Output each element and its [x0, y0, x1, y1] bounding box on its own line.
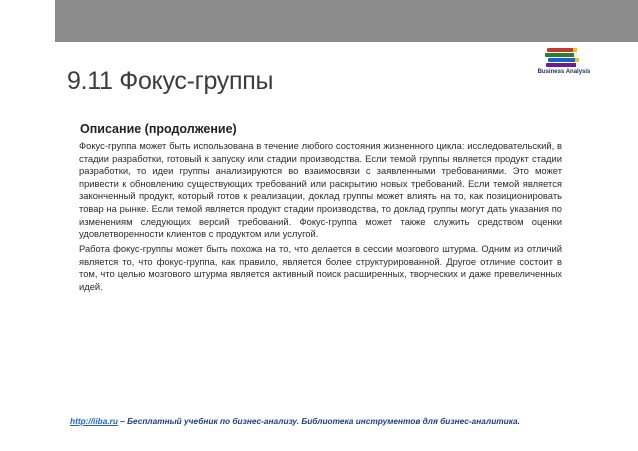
- logo-text: Business Analysis: [537, 69, 591, 75]
- paragraph-1: Фокус-группа может быть использована в течение любого состояния жизненного цикла: исследовательский, в стадии разработки, готовый к запуску или стадии производства. Если темой группы является продукт стадии разработки, то идеи группы анализируются во взаимосвязи с заявленными требованиями. Это может привести к обновлению существующих требований или раскрытию новых требований. Если темой является законченный продукт, который готов к реализации, доклад группы может влиять на то, как позиционировать товар на рынке. Если темой является продукт стадии производства, то доклад группы могут дать указания по изменениям следующих версий требований. Фокус-группа может также служить средством оценки удовлетворенности клиентов с продуктом или услугой.: [79, 140, 562, 240]
- business-analysis-logo: [529, 47, 599, 83]
- header-bar: [55, 0, 638, 42]
- page-title: 9.11 Фокус-группы: [67, 67, 274, 95]
- footer-link[interactable]: http://iiba.ru: [70, 416, 118, 426]
- footer-text: – Бесплатный учебник по бизнес-анализу. Библиотека инструментов для бизнес-аналитика.: [117, 416, 520, 426]
- stacked-books-icon: [543, 47, 583, 69]
- body-text: [79, 140, 562, 296]
- paragraph-2: Работа фокус-группы может быть похожа на то, что делается в сессии мозгового штурма. Одним из отличий является то, что фокус-группа, как правило, является более структурированной. Другое отличие состоит в том, что целью мозгового штурма является активный поиск расширенных, творческих и даже превеличенных идей.: [79, 243, 562, 293]
- section-subtitle: Описание (продолжение): [80, 122, 237, 136]
- footer: [70, 416, 520, 426]
